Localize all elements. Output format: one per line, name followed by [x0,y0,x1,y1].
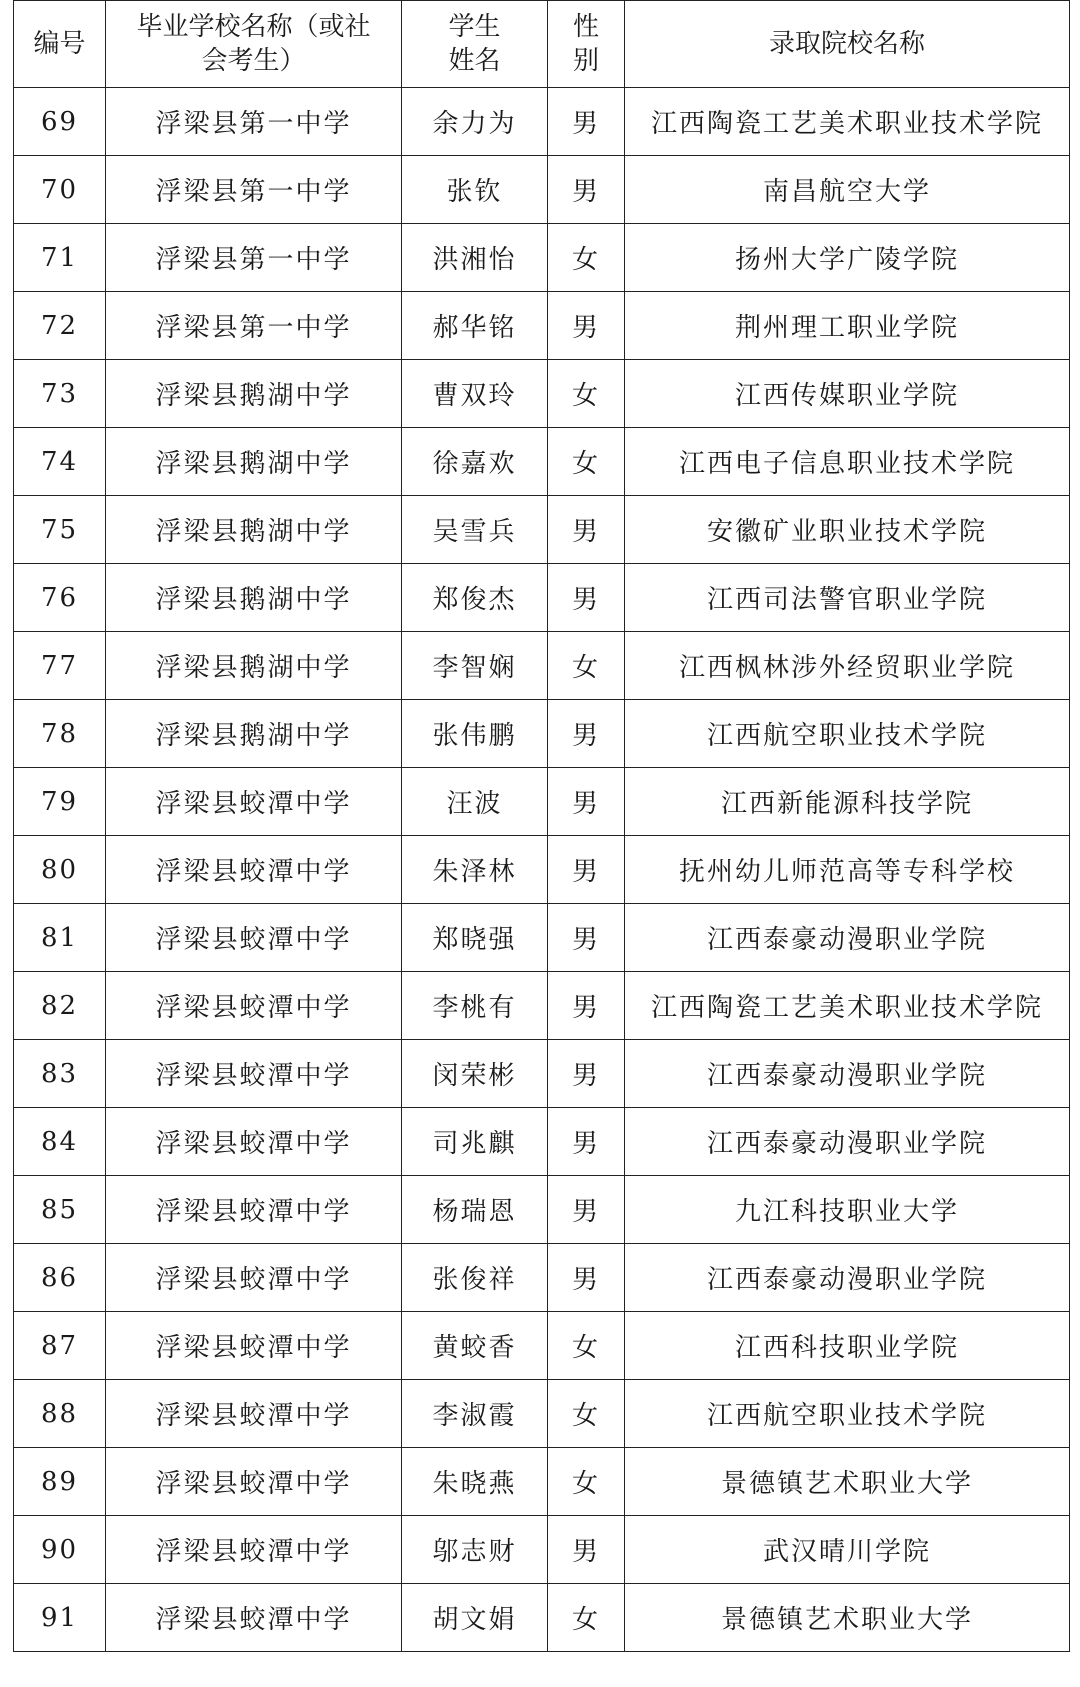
cell-number: 86 [14,1244,106,1312]
header-number-label: 编号 [33,29,86,59]
table-row [14,700,1070,768]
cell-sex: 男 [548,1108,625,1176]
table-row [14,1312,1070,1380]
cell-sex: 男 [548,1176,625,1244]
cell-school: 浮梁县鹅湖中学 [106,360,402,428]
cell-sex: 男 [548,564,625,632]
cell-student-name: 张伟鹏 [402,700,548,768]
table-row [14,1176,1070,1244]
table-row [14,360,1070,428]
cell-number: 85 [14,1176,106,1244]
cell-student-name: 郑晓强 [402,904,548,972]
cell-school: 浮梁县鹅湖中学 [106,700,402,768]
table-row [14,768,1070,836]
cell-school: 浮梁县蛟潭中学 [106,1244,402,1312]
cell-student-name: 朱泽林 [402,836,548,904]
table-row [14,972,1070,1040]
cell-student-name: 李智娴 [402,632,548,700]
table-row [14,292,1070,360]
cell-number: 69 [14,88,106,156]
cell-college: 江西司法警官职业学院 [625,564,1070,632]
cell-college: 江西泰豪动漫职业学院 [625,904,1070,972]
cell-sex: 女 [548,360,625,428]
cell-school: 浮梁县第一中学 [106,292,402,360]
cell-sex: 男 [548,904,625,972]
table-row [14,836,1070,904]
table-row [14,1040,1070,1108]
cell-sex: 男 [548,768,625,836]
cell-student-name: 杨瑞恩 [402,1176,548,1244]
cell-college: 江西航空职业技术学院 [625,1380,1070,1448]
cell-sex: 女 [548,224,625,292]
table-row [14,564,1070,632]
cell-college: 江西电子信息职业技术学院 [625,428,1070,496]
cell-college: 南昌航空大学 [625,156,1070,224]
table-row [14,88,1070,156]
cell-college: 江西陶瓷工艺美术职业技术学院 [625,88,1070,156]
cell-college: 江西泰豪动漫职业学院 [625,1108,1070,1176]
cell-sex: 女 [548,1448,625,1516]
cell-student-name: 李淑霞 [402,1380,548,1448]
cell-school: 浮梁县蛟潭中学 [106,1584,402,1652]
cell-student-name: 邬志财 [402,1516,548,1584]
cell-number: 75 [14,496,106,564]
admission-table [13,0,1070,1652]
cell-school: 浮梁县蛟潭中学 [106,1312,402,1380]
cell-school: 浮梁县蛟潭中学 [106,1380,402,1448]
cell-student-name: 吴雪兵 [402,496,548,564]
cell-school: 浮梁县蛟潭中学 [106,1448,402,1516]
cell-sex: 男 [548,1244,625,1312]
cell-student-name: 司兆麒 [402,1108,548,1176]
cell-student-name: 汪波 [402,768,548,836]
cell-number: 88 [14,1380,106,1448]
cell-school: 浮梁县蛟潭中学 [106,768,402,836]
cell-student-name: 曹双玲 [402,360,548,428]
cell-student-name: 郑俊杰 [402,564,548,632]
cell-number: 83 [14,1040,106,1108]
cell-number: 90 [14,1516,106,1584]
header-school-label: 毕业学校名称（或社会考生） [136,12,371,76]
cell-school: 浮梁县蛟潭中学 [106,1108,402,1176]
cell-student-name: 洪湘怡 [402,224,548,292]
cell-number: 84 [14,1108,106,1176]
cell-sex: 男 [548,88,625,156]
cell-school: 浮梁县鹅湖中学 [106,496,402,564]
table-row [14,1584,1070,1652]
cell-school: 浮梁县蛟潭中学 [106,904,402,972]
cell-number: 82 [14,972,106,1040]
table-row [14,904,1070,972]
cell-student-name: 黄蛟香 [402,1312,548,1380]
cell-number: 74 [14,428,106,496]
cell-number: 72 [14,292,106,360]
cell-number: 79 [14,768,106,836]
cell-college: 江西航空职业技术学院 [625,700,1070,768]
cell-number: 76 [14,564,106,632]
cell-number: 91 [14,1584,106,1652]
table-row [14,632,1070,700]
cell-school: 浮梁县蛟潭中学 [106,972,402,1040]
table-row [14,428,1070,496]
cell-student-name: 李桃有 [402,972,548,1040]
cell-student-name: 郝华铭 [402,292,548,360]
header-sex [548,1,625,88]
cell-student-name: 徐嘉欢 [402,428,548,496]
cell-school: 浮梁县第一中学 [106,224,402,292]
cell-sex: 男 [548,972,625,1040]
cell-sex: 男 [548,496,625,564]
header-college [625,1,1070,88]
cell-sex: 男 [548,1516,625,1584]
cell-sex: 男 [548,836,625,904]
cell-college: 安徽矿业职业技术学院 [625,496,1070,564]
cell-college: 江西新能源科技学院 [625,768,1070,836]
cell-college: 景德镇艺术职业大学 [625,1448,1070,1516]
cell-school: 浮梁县第一中学 [106,88,402,156]
header-school [106,1,402,88]
cell-sex: 女 [548,428,625,496]
cell-school: 浮梁县鹅湖中学 [106,428,402,496]
cell-sex: 女 [548,1380,625,1448]
cell-college: 抚州幼儿师范高等专科学校 [625,836,1070,904]
table-row [14,1108,1070,1176]
cell-student-name: 张俊祥 [402,1244,548,1312]
cell-school: 浮梁县鹅湖中学 [106,632,402,700]
cell-school: 浮梁县蛟潭中学 [106,1516,402,1584]
cell-school: 浮梁县第一中学 [106,156,402,224]
cell-number: 70 [14,156,106,224]
cell-student-name: 闵荣彬 [402,1040,548,1108]
cell-sex: 男 [548,292,625,360]
cell-college: 江西陶瓷工艺美术职业技术学院 [625,972,1070,1040]
cell-number: 80 [14,836,106,904]
table-row [14,1244,1070,1312]
header-number [14,1,106,88]
cell-sex: 男 [548,1040,625,1108]
cell-sex: 女 [548,1584,625,1652]
cell-college: 景德镇艺术职业大学 [625,1584,1070,1652]
cell-sex: 男 [548,156,625,224]
cell-sex: 男 [548,700,625,768]
cell-college: 武汉晴川学院 [625,1516,1070,1584]
cell-student-name: 余力为 [402,88,548,156]
table-row [14,224,1070,292]
admission-list-page [13,0,1069,1652]
cell-school: 浮梁县鹅湖中学 [106,564,402,632]
cell-sex: 女 [548,632,625,700]
cell-school: 浮梁县蛟潭中学 [106,836,402,904]
cell-college: 江西泰豪动漫职业学院 [625,1244,1070,1312]
header-student-name [402,1,548,88]
table-row [14,156,1070,224]
cell-number: 73 [14,360,106,428]
cell-college: 扬州大学广陵学院 [625,224,1070,292]
cell-student-name: 朱晓燕 [402,1448,548,1516]
cell-number: 71 [14,224,106,292]
cell-school: 浮梁县蛟潭中学 [106,1040,402,1108]
cell-school: 浮梁县蛟潭中学 [106,1176,402,1244]
header-college-label: 录取院校名称 [768,29,925,59]
cell-sex: 女 [548,1312,625,1380]
cell-number: 87 [14,1312,106,1380]
table-row [14,496,1070,564]
header-sex-label: 性别 [572,12,599,76]
cell-college: 九江科技职业大学 [625,1176,1070,1244]
table-header-row [14,1,1070,88]
table-body [14,88,1070,1652]
cell-college: 江西传媒职业学院 [625,360,1070,428]
cell-number: 78 [14,700,106,768]
cell-college: 江西科技职业学院 [625,1312,1070,1380]
cell-number: 77 [14,632,106,700]
table-row [14,1380,1070,1448]
cell-student-name: 胡文娟 [402,1584,548,1652]
cell-college: 荆州理工职业学院 [625,292,1070,360]
table-row [14,1516,1070,1584]
cell-student-name: 张钦 [402,156,548,224]
table-row [14,1448,1070,1516]
cell-college: 江西泰豪动漫职业学院 [625,1040,1070,1108]
cell-college: 江西枫林涉外经贸职业学院 [625,632,1070,700]
cell-number: 81 [14,904,106,972]
cell-number: 89 [14,1448,106,1516]
header-student-name-label: 学生姓名 [448,12,501,76]
